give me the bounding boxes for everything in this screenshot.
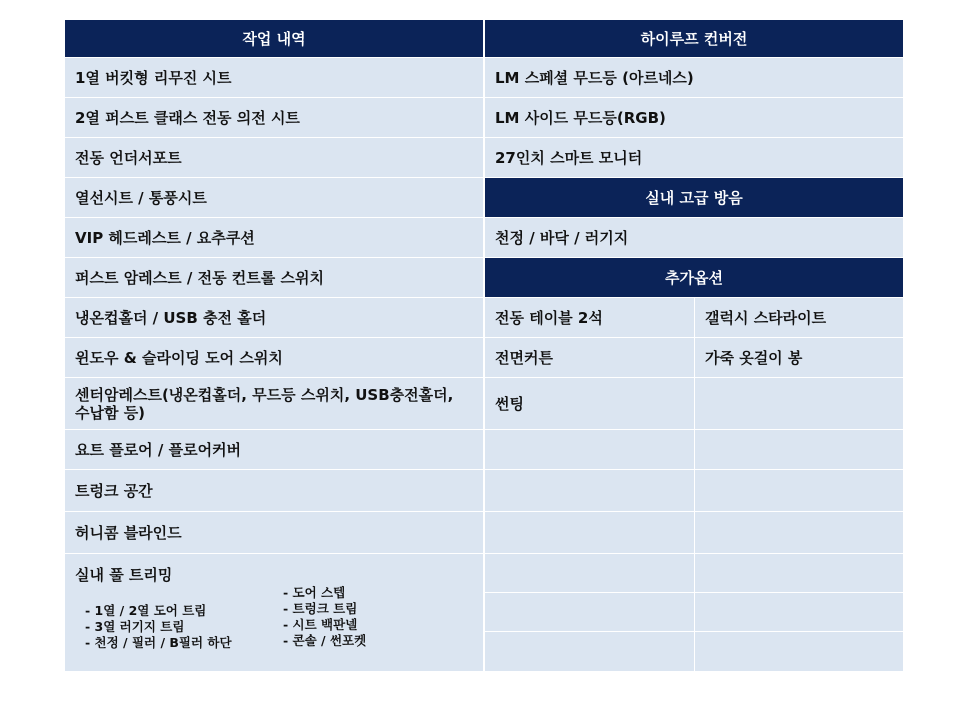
empty-cell — [485, 470, 694, 512]
work-item: 전동 언더서포트 — [65, 138, 483, 178]
soundproof-header: 실내 고급 방음 — [485, 178, 903, 218]
work-item: 냉온컵홀더 / USB 충전 홀더 — [65, 298, 483, 338]
empty-cell — [485, 593, 694, 632]
work-item: 허니콤 블라인드 — [65, 512, 483, 554]
trim-list-item: - 천정 / 필러 / B필러 하단 — [85, 635, 232, 651]
option-item: 가죽 옷걸이 봉 — [694, 338, 903, 378]
empty-cell — [694, 512, 903, 554]
work-item: 퍼스트 암레스트 / 전동 컨트롤 스위치 — [65, 258, 483, 298]
option-item: 썬팅 — [485, 378, 694, 430]
trim-cell — [65, 554, 483, 671]
empty-cell — [694, 593, 903, 632]
empty-cell — [694, 554, 903, 593]
options-row — [485, 632, 903, 671]
options-row — [485, 338, 903, 378]
trim-list-item: - 1열 / 2열 도어 트림 — [85, 603, 232, 619]
empty-cell — [694, 430, 903, 470]
option-item: 전동 테이블 2석 — [485, 298, 694, 338]
work-item: 요트 플로어 / 플로어커버 — [65, 430, 483, 470]
hiroof-header: 하이루프 컨버전 — [485, 20, 903, 58]
empty-cell — [694, 632, 903, 671]
options-row — [485, 593, 903, 632]
work-item: 열선시트 / 통풍시트 — [65, 178, 483, 218]
trim-list-item: - 콘솔 / 썬포켓 — [283, 633, 366, 649]
trim-title: 실내 풀 트리밍 — [75, 566, 173, 584]
work-item: 2열 퍼스트 클래스 전동 의전 시트 — [65, 98, 483, 138]
trim-lists — [75, 585, 483, 669]
work-item: 윈도우 & 슬라이딩 도어 스위치 — [65, 338, 483, 378]
options-row — [485, 430, 903, 470]
hiroof-item: LM 사이드 무드등(RGB) — [485, 98, 903, 138]
option-item: 전면커튼 — [485, 338, 694, 378]
options-row — [485, 470, 903, 512]
empty-cell — [485, 554, 694, 593]
work-item: VIP 헤드레스트 / 요추쿠션 — [65, 218, 483, 258]
empty-cell — [485, 632, 694, 671]
work-item: 트렁크 공간 — [65, 470, 483, 512]
work-item: 센터암레스트(냉온컵홀더, 무드등 스위치, USB충전홀더, 수납함 등) — [65, 378, 483, 430]
empty-cell — [485, 430, 694, 470]
options-row — [485, 378, 903, 430]
options-header: 추가옵션 — [485, 258, 903, 298]
trim-list-a — [85, 603, 232, 651]
option-item: 갤럭시 스타라이트 — [694, 298, 903, 338]
soundproof-item: 천정 / 바닥 / 러기지 — [485, 218, 903, 258]
options-row — [485, 554, 903, 593]
hiroof-item: LM 스페셜 무드등 (아르네스) — [485, 58, 903, 98]
trim-list-item: - 3열 러기지 트림 — [85, 619, 232, 635]
trim-list-item: - 도어 스텝 — [283, 585, 366, 601]
work-item: 1열 버킷형 리무진 시트 — [65, 58, 483, 98]
options-row — [485, 298, 903, 338]
work-history-table — [65, 20, 903, 668]
work-list-header: 작업 내역 — [65, 20, 483, 58]
empty-cell — [694, 470, 903, 512]
empty-cell — [485, 512, 694, 554]
option-item — [694, 378, 903, 430]
options-row — [485, 512, 903, 554]
hiroof-item: 27인치 스마트 모니터 — [485, 138, 903, 178]
trim-list-item: - 트렁크 트림 — [283, 601, 366, 617]
feature-column — [485, 20, 903, 671]
trim-list-b — [283, 585, 366, 649]
trim-list-item: - 시트 백판넬 — [283, 617, 366, 633]
work-list-column — [65, 20, 483, 671]
